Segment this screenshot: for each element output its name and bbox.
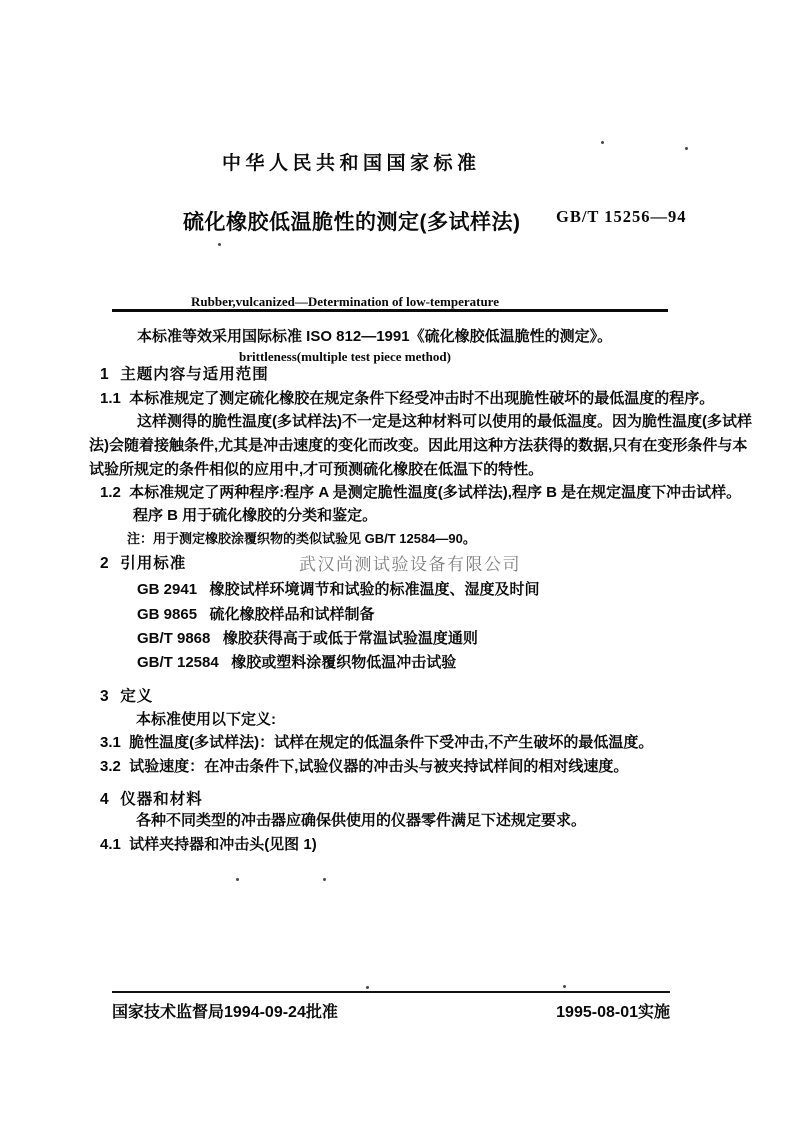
clause-3-1: 3.1 脆性温度(多试样法)：试样在规定的低温条件下受冲击,不产生破坏的最低温度。 — [100, 734, 654, 751]
scan-speck — [218, 243, 221, 246]
scan-speck — [323, 878, 326, 881]
supplier-watermark: 武汉尚测试验设备有限公司 — [299, 555, 521, 574]
referenced-standard-gb9865: GB 9865 硫化橡胶样品和试样制备 — [137, 606, 375, 623]
section-4-heading: 4 仪器和材料 — [100, 791, 203, 808]
implementation-date: 1995-08-01实施 — [556, 1004, 670, 1021]
clause-3-2: 3.2 试验速度：在冲击条件下,试验仪器的冲击头与被夹持试样间的相对线速度。 — [100, 758, 629, 775]
scan-speck — [601, 141, 604, 144]
standard-number: GB/T 15256—94 — [556, 207, 687, 226]
footer — [112, 999, 670, 1022]
section-3-heading: 3 定义 — [100, 688, 154, 705]
footer-divider-rule — [112, 991, 670, 993]
national-standard-label: 中华人民共和国国家标准 — [222, 153, 481, 174]
english-title-line1: Rubber,vulcanized—Determination of low-temperature — [191, 294, 499, 309]
intro-paragraph: 本标准等效采用国际标准 ISO 812—1991《硫化橡胶低温脆性的测定》。 — [137, 328, 613, 345]
scan-speck — [563, 985, 566, 988]
section-4-intro: 各种不同类型的冲击器应确保供使用的仪器零件满足下述规定要求。 — [136, 812, 587, 829]
approval-authority-date: 国家技术监督局1994-09-24批准 — [112, 1004, 338, 1021]
english-title-line2: brittleness(multiple test piece method) — [239, 349, 451, 364]
referenced-standard-gb2941: GB 2941 橡胶试样环境调节和试验的标准温度、湿度及时间 — [137, 581, 540, 598]
clause-4-1: 4.1 试样夹持器和冲击头(见图 1) — [100, 836, 317, 853]
section-2-heading: 2 引用标准 — [100, 555, 187, 572]
referenced-standard-gbt9868: GB/T 9868 橡胶获得高于或低于常温试验温度通则 — [137, 630, 478, 647]
document-title-chinese: 硫化橡胶低温脆性的测定(多试样法) — [183, 211, 521, 234]
clause-1-2-note: 注：用于测定橡胶涂覆织物的类似试验见 GB/T 12584—90。 — [127, 531, 476, 546]
scan-speck — [685, 147, 688, 150]
section-3-intro: 本标准使用以下定义: — [136, 711, 276, 728]
clause-1-1-paragraph-line3: 试验所规定的条件相似的应用中,才可预测硫化橡胶在低温下的特性。 — [89, 461, 544, 478]
scan-speck — [236, 878, 239, 881]
clause-1-1-paragraph-line1: 这样测得的脆性温度(多试样法)不一定是这种材料可以使用的最低温度。因为脆性温度(多试样 — [137, 413, 752, 430]
scan-speck — [366, 986, 369, 989]
clause-1-2-line1: 1.2 本标准规定了两种程序:程序 A 是测定脆性温度(多试样法),程序 B 是在规定温度下冲击试样。 — [100, 484, 742, 501]
referenced-standard-gbt12584: GB/T 12584 橡胶或塑料涂覆织物低温冲击试验 — [137, 654, 457, 671]
header-divider-rule — [112, 309, 668, 312]
section-1-heading: 1 主题内容与适用范围 — [100, 366, 269, 383]
clause-1-1: 1.1 本标准规定了测定硫化橡胶在规定条件下经受冲击时不出现脆性破坏的最低温度的程序。 — [100, 390, 715, 407]
clause-1-1-paragraph-line2: 法)会随着接触条件,尤其是冲击速度的变化而改变。因此用这种方法获得的数据,只有在变形条件与本 — [89, 437, 748, 454]
clause-1-2-line2: 程序 B 用于硫化橡胶的分类和鉴定。 — [133, 507, 378, 524]
